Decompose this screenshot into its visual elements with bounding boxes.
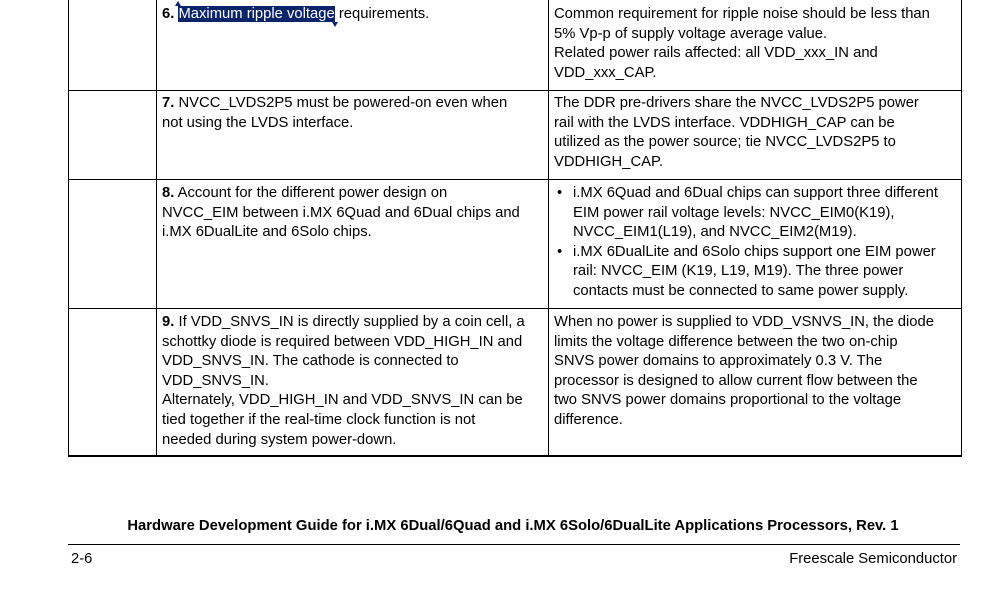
row-number: 7.	[162, 95, 175, 111]
row-number: 9.	[162, 314, 175, 330]
table-bottom-border	[69, 455, 961, 457]
selected-text-highlight[interactable]: Maximum ripple voltage	[178, 6, 334, 22]
footer-document-title: Hardware Development Guide for i.MX 6Dual/6Quad and i.MX 6Solo/6DualLite Applications Processors, Rev. 1	[127, 518, 899, 534]
row-8-explanation	[554, 184, 938, 302]
footer-page-number: 2-6	[71, 551, 93, 567]
row-7-explanation: The DDR pre-drivers share the NVCC_LVDS2P5 power rail with the LVDS interface. VDDHIGH_CAP can be utilized as the power source; tie NVCC_LVDS2P5 to VDDHIGH_CAP.	[554, 95, 919, 170]
row-divider	[69, 179, 961, 180]
row-number: 6.	[162, 6, 175, 22]
row-6-explanation: Common requirement for ripple noise should be less than 5% Vp-p of supply voltage average value. Related power rails affected: all VDD_xxx_IN and VDD_xxx_CAP.	[554, 6, 930, 81]
footer-divider	[68, 544, 960, 545]
footer-company: Freescale Semiconductor	[789, 551, 957, 567]
column-divider	[156, 0, 157, 457]
row-divider	[69, 90, 961, 91]
bullet-item: • i.MX 6DualLite and 6Solo chips support one EIM power rail: NVCC_EIM (K19, L19, M19). The three power contacts must be connected to same power supply.	[554, 243, 938, 302]
row-7-requirement: 7. NVCC_LVDS2P5 must be powered-on even when not using the LVDS interface.	[162, 95, 508, 131]
row-8-requirement: 8. Account for the different power design on NVCC_EIM between i.MX 6Quad and 6Dual chips and i.MX 6DualLite and 6Solo chips.	[162, 185, 520, 241]
selection-end-handle[interactable]	[332, 22, 338, 27]
row-divider	[69, 308, 961, 309]
selection-start-handle[interactable]	[175, 1, 181, 6]
checklist-table	[68, 0, 962, 457]
column-divider	[548, 0, 549, 457]
row-9-requirement: 9. If VDD_SNVS_IN is directly supplied by a coin cell, a schottky diode is required between VDD_HIGH_IN and VDD_SNVS_IN. The cathode is connected to VDD_SNVS_IN. Alternately, VDD_HIGH_IN and VDD_SNVS_IN can be tied together if the real-time clock function is not needed during system power-down.	[162, 314, 525, 448]
row-9-explanation: When no power is supplied to VDD_VSNVS_IN, the diode limits the voltage difference between the two on-chip SNVS power domains to approximately 0.3 V. The processor is designed to allow current flow between the two SNVS power domains proportional to the voltage difference.	[554, 314, 934, 428]
row-number: 8.	[162, 185, 175, 201]
bullet-item: • i.MX 6Quad and 6Dual chips can support three different EIM power rail voltage levels: NVCC_EIM0(K19), NVCC_EIM1(L19), and NVCC_EIM2(M19).	[554, 184, 938, 243]
row-6-requirement: 6. Maximum ripple voltage requirements.	[162, 5, 429, 25]
